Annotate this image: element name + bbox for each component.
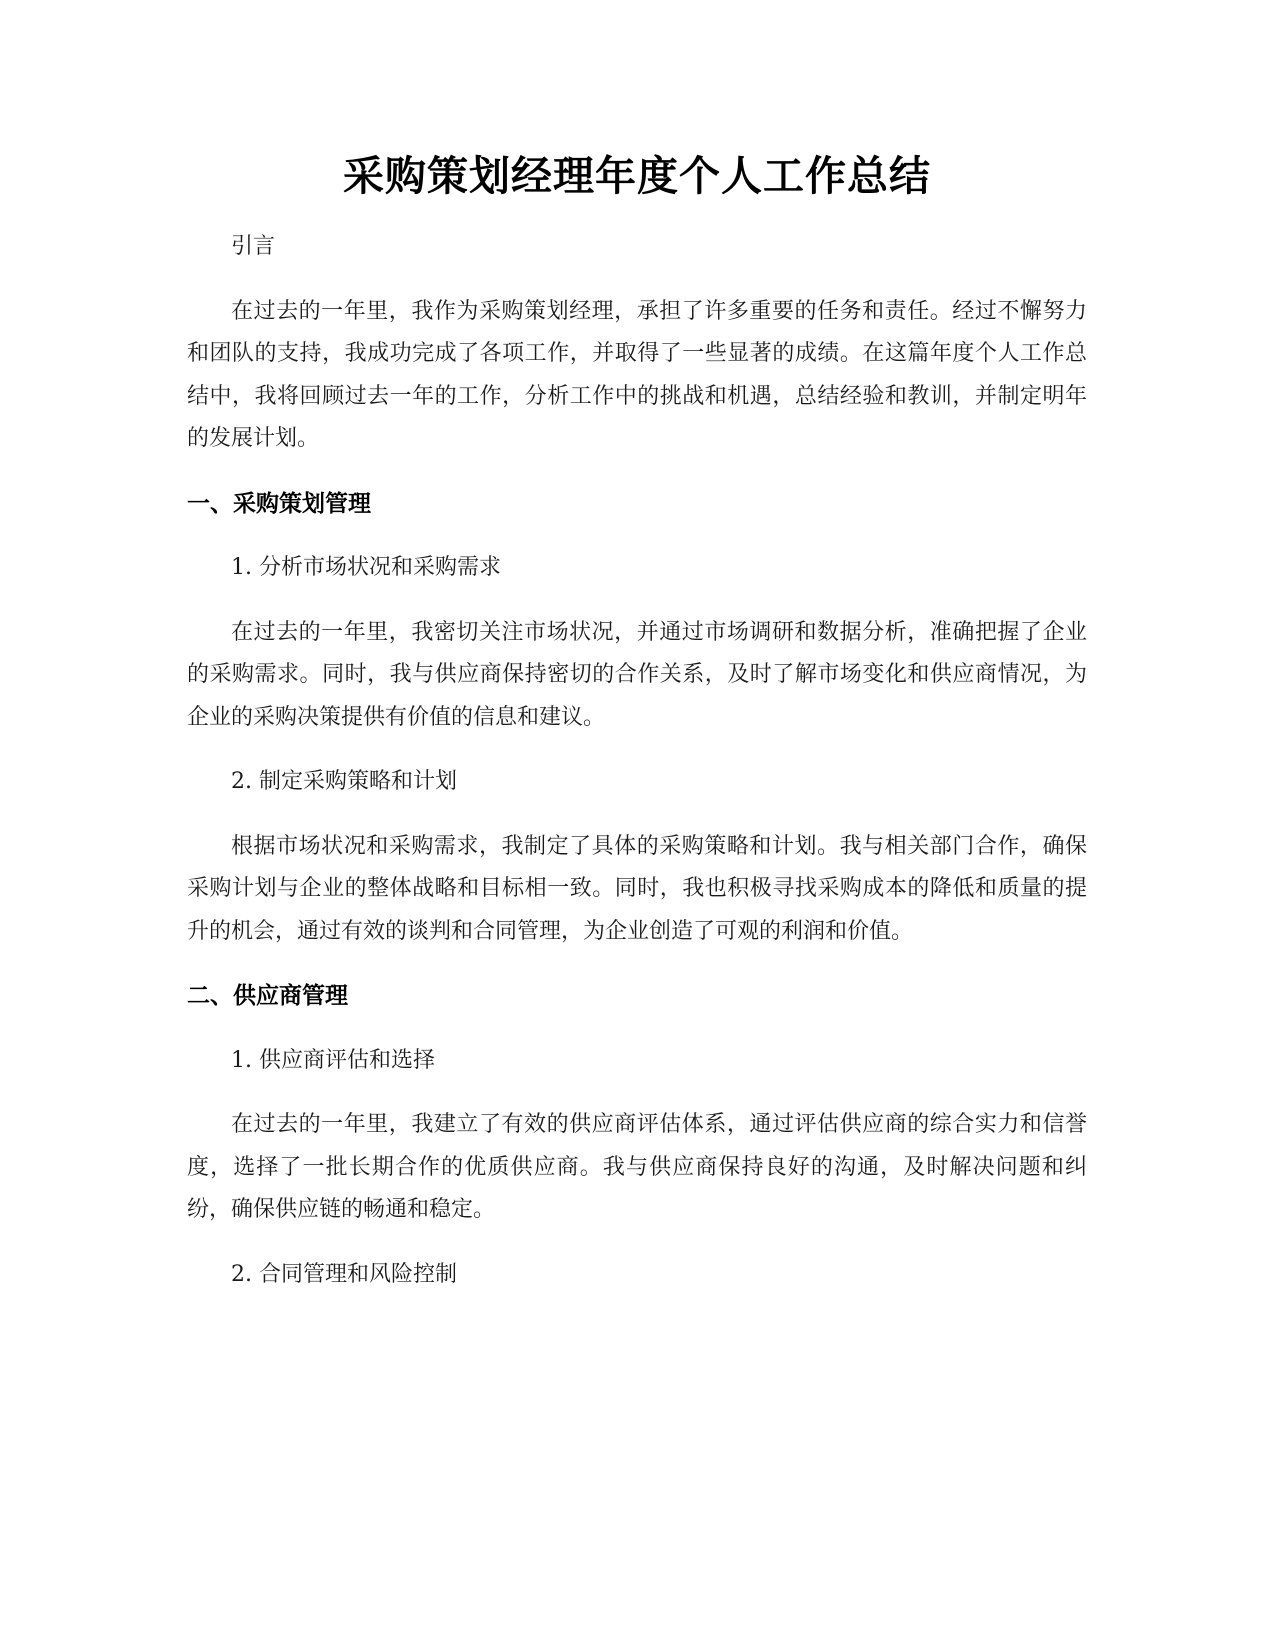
paragraph-supplier-evaluation: 在过去的一年里，我建立了有效的供应商评估体系，通过评估供应商的综合实力和信誉度，选择了一批长期合作的优质供应商。我与供应商保持良好的沟通，及时解决问题和纠纷，确保供应链的畅通和稳定。 xyxy=(187,1112,1087,1222)
intro-heading: 引言 xyxy=(231,234,276,259)
section-heading-procurement-planning: 一、采购策划管理 xyxy=(187,490,371,517)
subheading-supplier-evaluation: 1. 供应商评估和选择 xyxy=(231,1047,435,1073)
subheading-market-analysis: 1. 分析市场状况和采购需求 xyxy=(231,555,501,580)
paragraph-procurement-strategy: 根据市场状况和采购需求，我制定了具体的采购策略和计划。我与相关部门合作，确保采购计划与企业的整体战略和目标相一致。同时，我也积极寻找采购成本的降低和质量的提升的机会，通过有效的谈判和合同管理，为企业创造了可观的利润和价值。 xyxy=(187,833,1087,944)
section-heading-supplier-management: 二、供应商管理 xyxy=(187,983,348,1009)
subheading-contract-risk: 2. 合同管理和风险控制 xyxy=(231,1261,457,1287)
intro-paragraph: 在过去的一年里，我作为采购策划经理，承担了许多重要的任务和责任。经过不懈努力和团队的支持，我成功完成了各项工作，并取得了一些显著的成绩。在这篇年度个人工作总结中，我将回顾过去一年的工作，分析工作中的挑战和机遇，总结经验和教训，并制定明年的发展计划。 xyxy=(187,298,1087,451)
document-title: 采购策划经理年度个人工作总结 xyxy=(343,152,931,200)
paragraph-market-analysis: 在过去的一年里，我密切关注市场状况，并通过市场调研和数据分析，准确把握了企业的采购需求。同时，我与供应商保持密切的合作关系，及时了解市场变化和供应商情况，为企业的采购决策提供有价值的信息和建议。 xyxy=(187,619,1087,730)
subheading-procurement-strategy: 2. 制定采购策略和计划 xyxy=(231,769,457,794)
document-body xyxy=(187,150,1087,1296)
